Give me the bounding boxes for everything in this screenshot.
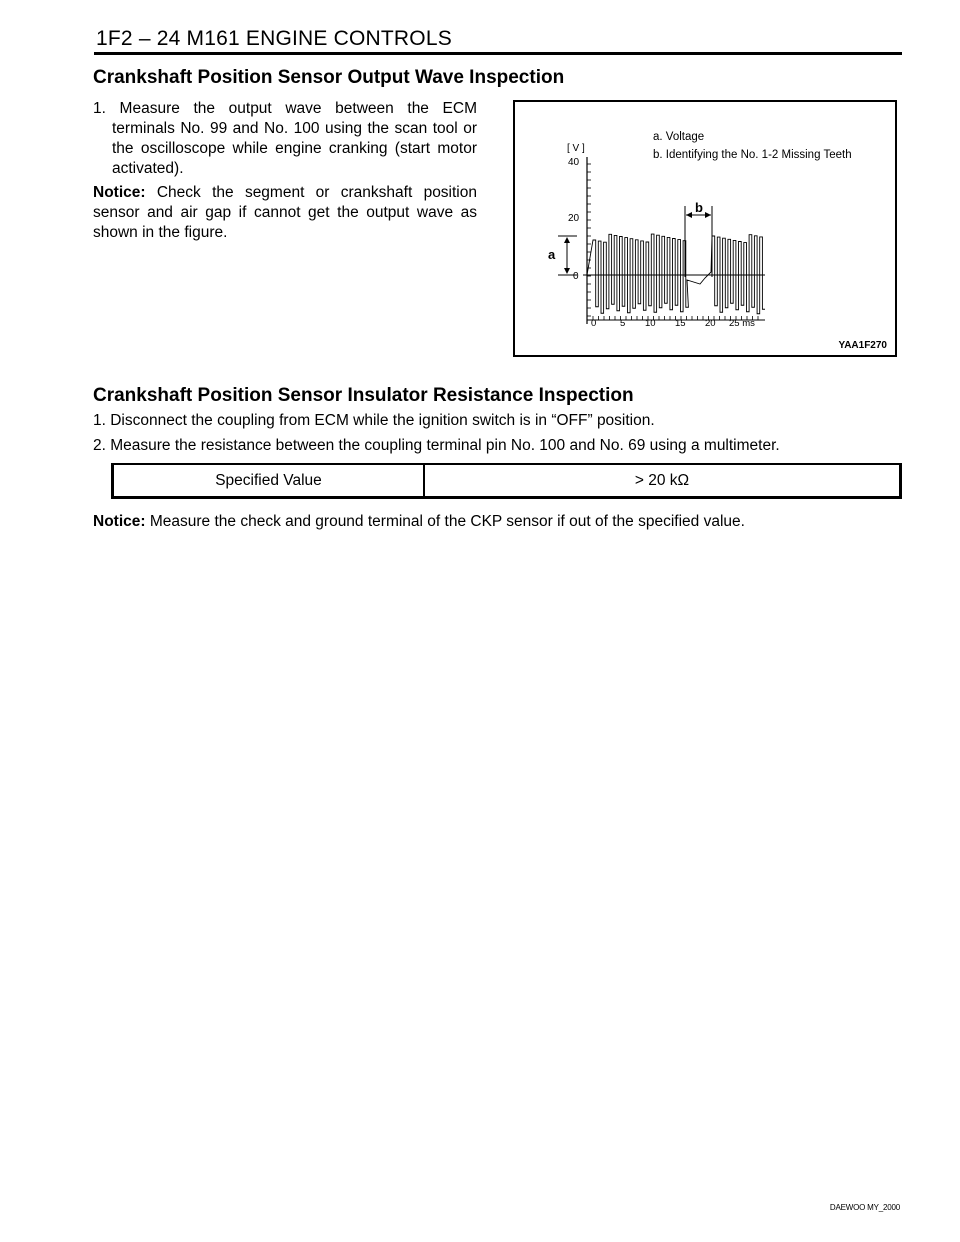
y-tick-20: 20 — [568, 213, 580, 224]
y-axis-unit: [ V ] — [567, 143, 585, 154]
legend-missing-teeth: b. Identifying the No. 1-2 Missing Teeth — [653, 149, 852, 161]
step-2-insulator: 2. Measure the resistance between the coupling terminal pin No. 100 and No. 69 using a multimeter. — [93, 437, 780, 454]
notice-label: Notice: — [93, 513, 146, 530]
spec-value-cell: > 20 kΩ — [634, 471, 690, 489]
notice-insulator — [93, 513, 745, 531]
figure-id: YAA1F270 — [838, 340, 887, 351]
notice-output-wave — [93, 183, 477, 243]
marker-a-arrow-up — [564, 237, 570, 243]
x-tick-5: 5 — [620, 318, 626, 329]
marker-b-arrow-left — [686, 212, 692, 218]
x-tick-0: 0 — [591, 318, 597, 329]
y-tick-40: 40 — [568, 157, 580, 168]
marker-b-label: b — [695, 200, 703, 215]
oscilloscope-figure — [513, 100, 897, 357]
section-title-output-wave: Crankshaft Position Sensor Output Wave Inspection — [93, 67, 565, 88]
marker-a-label: a — [548, 247, 556, 262]
notice-text: Check the segment or crankshaft position sensor and air gap if cannot get the output wave as shown in the figure. — [93, 184, 477, 241]
step-1-insulator: 1. Disconnect the coupling from ECM while the ignition switch is in “OFF” position. — [93, 412, 655, 429]
waveform-diagram — [515, 102, 895, 355]
legend-voltage: a. Voltage — [653, 131, 705, 143]
step-1-output-wave: 1. Measure the output wave between the ECM terminals No. 99 and No. 100 using the scan tool or the oscilloscope while engine cranking (start motor activated). — [93, 100, 477, 177]
section-title-insulator: Crankshaft Position Sensor Insulator Resistance Inspection — [93, 385, 634, 406]
x-tick-25: 25 ms — [729, 318, 755, 329]
sensor-output-waveform — [587, 234, 765, 314]
x-tick-10: 10 — [645, 318, 656, 329]
x-tick-15: 15 — [675, 318, 686, 329]
specified-value-table — [111, 463, 902, 499]
y-tick-0: 0 — [573, 271, 579, 282]
notice-text: Measure the check and ground terminal of the CKP sensor if out of the specified value. — [149, 513, 745, 530]
header-rule — [94, 52, 902, 55]
footer-code: DAEWOO MY_2000 — [829, 1203, 900, 1212]
notice-label: Notice: — [93, 184, 146, 201]
marker-a-arrow-down — [564, 268, 570, 274]
spec-label-cell: Specified Value — [114, 465, 425, 496]
x-tick-20: 20 — [705, 318, 716, 329]
page-header-title: 1F2 – 24 M161 ENGINE CONTROLS — [96, 27, 452, 50]
marker-b-arrow-right — [705, 212, 711, 218]
